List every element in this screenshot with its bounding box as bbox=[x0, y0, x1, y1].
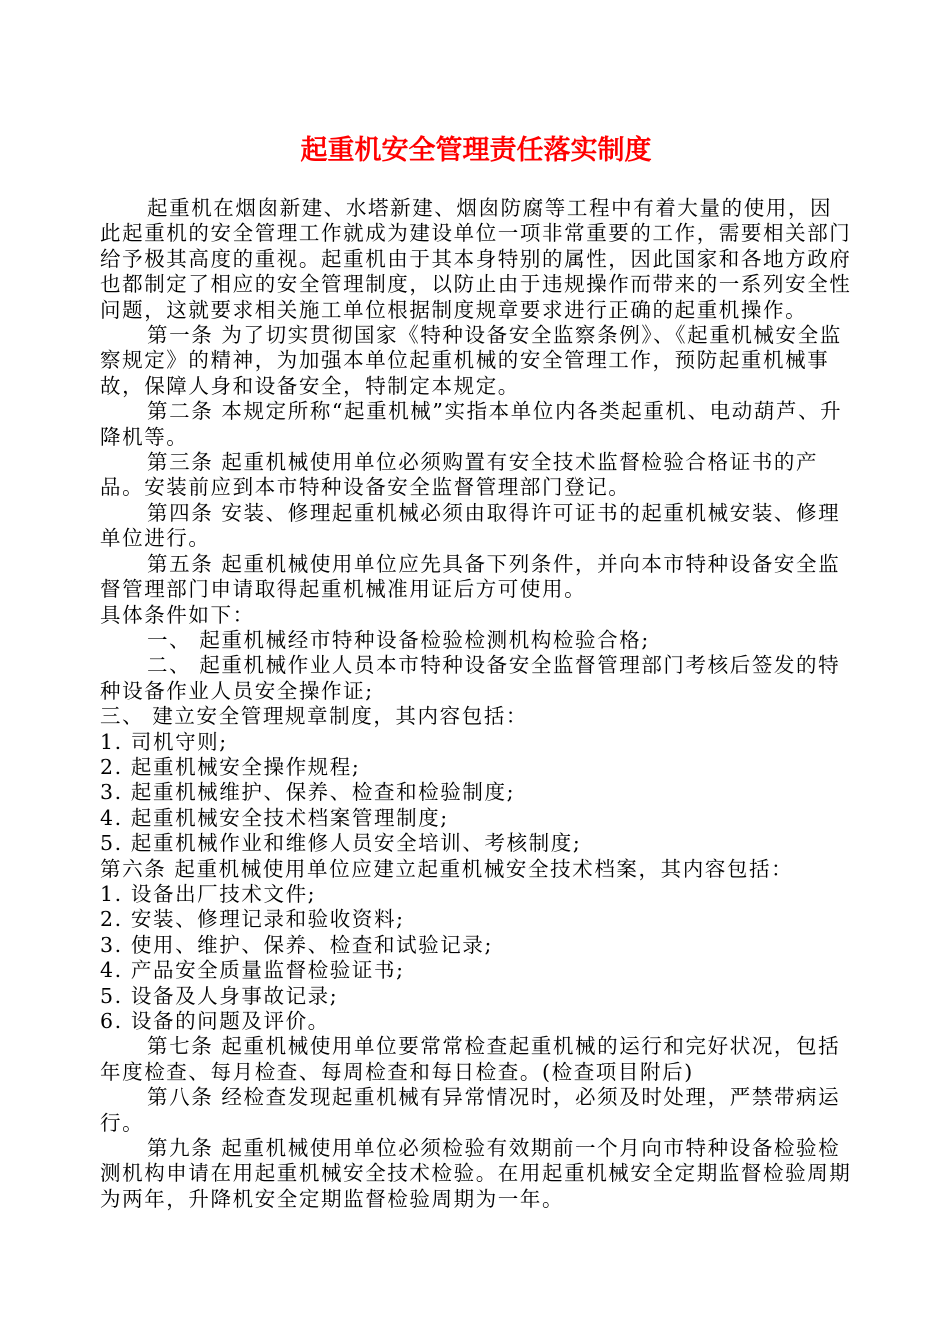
archive-item-2: 2. 安装、修理记录和验收资料; bbox=[100, 907, 405, 932]
rule-item-3: 3. 起重机械维护、保养、检查和检验制度; bbox=[100, 780, 516, 805]
condition-3: 三、 建立安全管理规章制度，其内容包括： bbox=[100, 704, 529, 729]
archive-item-3: 3. 使用、维护、保养、检查和试验记录; bbox=[100, 932, 493, 957]
article-7: 第七条 起重机械使用单位要常常检查起重机械的运行和完好状况，包括年度检查、每月检查、每周检查和每日检查。(检查项目附后) bbox=[100, 1034, 841, 1084]
document-title: 起重机安全管理责任落实制度 bbox=[300, 135, 652, 166]
article-8: 第八条 经检查发现起重机械有异常情况时，必须及时处理，严禁带病运行。 bbox=[100, 1085, 841, 1135]
article-2: 第二条 本规定所称“起重机械”实指本单位内各类起重机、电动葫芦、升降机等。 bbox=[100, 399, 843, 449]
rule-item-4: 4. 起重机械安全技术档案管理制度; bbox=[100, 805, 449, 830]
article-5: 第五条 起重机械使用单位应先具备下列条件，并向本市特种设备安全监督管理部门申请取得起重机械准用证后方可使用。 bbox=[100, 551, 841, 602]
document-body bbox=[100, 196, 852, 1212]
condition-1: 一、 起重机械经市特种设备检验检测机构检验合格; bbox=[147, 627, 650, 652]
conditions-heading: 具体条件如下： bbox=[100, 602, 255, 627]
article-1: 第一条 为了切实贯彻国家《特种设备安全监察条例》、《起重机械安全监察规定》的精神，为加强本单位起重机械的安全管理工作，预防起重机械事故，保障人身和设备安全，特制定本规定。 bbox=[100, 323, 842, 398]
archive-item-5: 5. 设备及人身事故记录; bbox=[100, 983, 339, 1008]
intro-paragraph: 起重机在烟囱新建、水塔新建、烟囱防腐等工程中有着大量的使用，因此起重机的安全管理工作就成为建设单位一项非常重要的工作，需要相关部门给予极其高度的重视。起重机由于其本身特别的属性，因此国家和各地方政府也都制定了相应的安全管理制度，以防止由于违规操作而带来的一系列安全性问题，这就要求相关施工单位根据制度规章要求进行正确的起重机操作。 bbox=[100, 196, 852, 322]
rule-item-2: 2. 起重机械安全操作规程; bbox=[100, 754, 361, 779]
archive-item-1: 1. 设备出厂技术文件; bbox=[100, 881, 317, 906]
archive-item-4: 4. 产品安全质量监督检验证书; bbox=[100, 958, 405, 983]
article-6: 第六条 起重机械使用单位应建立起重机械安全技术档案，其内容包括： bbox=[100, 856, 794, 881]
rule-item-5: 5. 起重机械作业和维修人员安全培训、考核制度; bbox=[100, 831, 582, 856]
article-3: 第三条 起重机械使用单位必须购置有安全技术监督检验合格证书的产品。安装前应到本市特种设备安全监督管理部门登记。 bbox=[100, 450, 819, 500]
article-4: 第四条 安装、修理起重机械必须由取得许可证书的起重机械安装、修理单位进行。 bbox=[100, 500, 841, 551]
archive-item-6: 6. 设备的问题及评价。 bbox=[100, 1009, 330, 1033]
article-9: 第九条 起重机械使用单位必须检验有效期前一个月向市特种设备检验检测机构申请在用起重机械安全技术检验。在用起重机械安全定期监督检验周期为两年，升降机安全定期监督检验周期为一年。 bbox=[100, 1136, 852, 1211]
condition-2: 二、 起重机械作业人员本市特种设备安全监督管理部门考核后签发的特种设备作业人员安全操作证; bbox=[100, 653, 841, 703]
rule-item-1: 1. 司机守则; bbox=[100, 729, 228, 754]
